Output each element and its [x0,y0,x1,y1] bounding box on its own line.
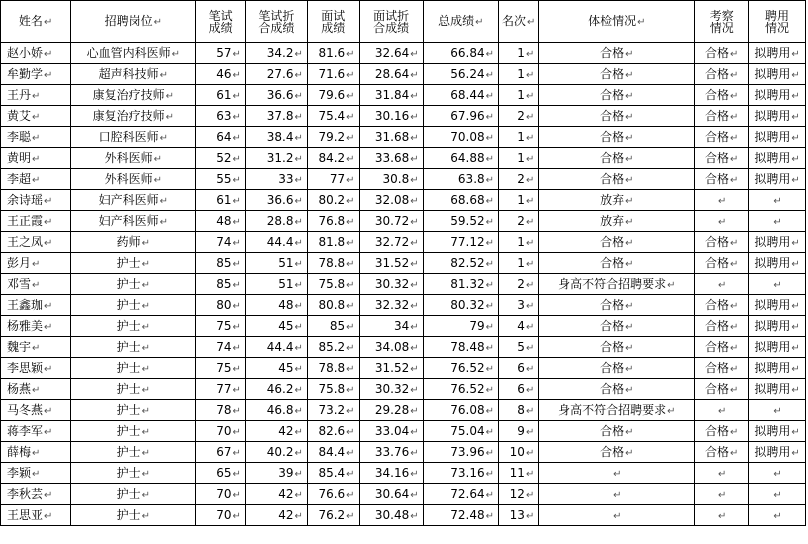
cell-total-score: 72.48↵ [423,505,498,526]
cell-inspection: ↵ [695,463,749,484]
cell-interview-score: 75.8↵ [307,274,359,295]
cell-position: 药师↵ [71,232,196,253]
cell-name: 李超↵ [1,169,71,190]
cell-name: 杨雅美↵ [1,316,71,337]
cell-inspection: 合格↵ [695,379,749,400]
table-row [1,43,806,64]
cell-position: 护士↵ [71,379,196,400]
cell-interview-score: 71.6↵ [307,64,359,85]
cell-medical-check: 合格↵ [539,64,695,85]
cell-inspection: 合格↵ [695,43,749,64]
cell-inspection: 合格↵ [695,295,749,316]
cell-interview-weighted: 33.68↵ [359,148,423,169]
cell-total-score: 68.68↵ [423,190,498,211]
cell-interview-score: 84.4↵ [307,442,359,463]
cell-rank: 1↵ [499,253,539,274]
cell-total-score: 80.32↵ [423,295,498,316]
cell-interview-weighted: 30.48↵ [359,505,423,526]
cell-interview-weighted: 34.08↵ [359,337,423,358]
cell-interview-weighted: 31.68↵ [359,127,423,148]
cell-medical-check: 合格↵ [539,295,695,316]
cell-rank: 6↵ [499,358,539,379]
cell-position: 心血管内科医师↵ [71,43,196,64]
cell-written-weighted: 48↵ [245,295,307,316]
cell-total-score: 76.52↵ [423,379,498,400]
cell-hiring: ↵ [749,190,806,211]
cell-medical-check: 放弃↵ [539,211,695,232]
cell-name: 邓雪↵ [1,274,71,295]
cell-inspection: 合格↵ [695,337,749,358]
cell-interview-score: 77↵ [307,169,359,190]
cell-written-score: 64↵ [196,127,246,148]
cell-medical-check: 合格↵ [539,379,695,400]
cell-written-weighted: 37.8↵ [245,106,307,127]
cell-medical-check: 身高不符合招聘要求↵ [539,400,695,421]
cell-position: 护士↵ [71,442,196,463]
cell-interview-score: 76.6↵ [307,484,359,505]
cell-written-score: 63↵ [196,106,246,127]
cell-total-score: 78.48↵ [423,337,498,358]
cell-interview-weighted: 32.08↵ [359,190,423,211]
cell-inspection: 合格↵ [695,316,749,337]
table-row [1,337,806,358]
cell-interview-weighted: 32.64↵ [359,43,423,64]
cell-medical-check: 合格↵ [539,253,695,274]
table-row [1,400,806,421]
cell-name: 李思颖↵ [1,358,71,379]
cell-position: 外科医师↵ [71,148,196,169]
table-row [1,274,806,295]
cell-inspection: 合格↵ [695,253,749,274]
cell-interview-score: 78.8↵ [307,253,359,274]
cell-interview-weighted: 31.52↵ [359,253,423,274]
cell-rank: 1↵ [499,85,539,106]
cell-written-weighted: 31.2↵ [245,148,307,169]
header-position: 招聘岗位↵ [71,1,196,43]
table-row [1,421,806,442]
cell-rank: 1↵ [499,148,539,169]
cell-total-score: 73.16↵ [423,463,498,484]
cell-interview-score: 80.2↵ [307,190,359,211]
cell-rank: 2↵ [499,106,539,127]
table-row [1,85,806,106]
cell-total-score: 75.04↵ [423,421,498,442]
cell-medical-check: ↵ [539,463,695,484]
cell-written-weighted: 33↵ [245,169,307,190]
cell-name: 王鑫珈↵ [1,295,71,316]
cell-position: 护士↵ [71,316,196,337]
cell-inspection: 合格↵ [695,85,749,106]
cell-written-score: 67↵ [196,442,246,463]
cell-total-score: 76.52↵ [423,358,498,379]
table-row [1,64,806,85]
cell-interview-weighted: 28.64↵ [359,64,423,85]
cell-hiring: ↵ [749,484,806,505]
cell-inspection: 合格↵ [695,442,749,463]
cell-name: 黄艾↵ [1,106,71,127]
cell-position: 护士↵ [71,421,196,442]
cell-interview-weighted: 30.72↵ [359,211,423,232]
cell-medical-check: 合格↵ [539,85,695,106]
cell-rank: 8↵ [499,400,539,421]
cell-written-score: 57↵ [196,43,246,64]
cell-name: 王正霞↵ [1,211,71,232]
cell-inspection: ↵ [695,190,749,211]
table-row [1,148,806,169]
cell-inspection: 合格↵ [695,64,749,85]
cell-written-weighted: 40.2↵ [245,442,307,463]
cell-rank: 1↵ [499,127,539,148]
cell-position: 护士↵ [71,463,196,484]
cell-interview-weighted: 30.64↵ [359,484,423,505]
cell-interview-score: 79.2↵ [307,127,359,148]
cell-rank: 1↵ [499,232,539,253]
cell-total-score: 66.84↵ [423,43,498,64]
cell-position: 护士↵ [71,400,196,421]
cell-position: 护士↵ [71,253,196,274]
cell-interview-weighted: 33.76↵ [359,442,423,463]
cell-written-score: 74↵ [196,337,246,358]
cell-inspection: ↵ [695,484,749,505]
cell-interview-weighted: 34.16↵ [359,463,423,484]
cell-total-score: 79↵ [423,316,498,337]
table-row [1,106,806,127]
cell-rank: 13↵ [499,505,539,526]
cell-written-weighted: 39↵ [245,463,307,484]
cell-interview-score: 75.4↵ [307,106,359,127]
cell-written-weighted: 46.2↵ [245,379,307,400]
cell-position: 护士↵ [71,337,196,358]
cell-rank: 10↵ [499,442,539,463]
cell-inspection: 合格↵ [695,421,749,442]
cell-written-weighted: 44.4↵ [245,337,307,358]
table-row [1,484,806,505]
table-row [1,358,806,379]
cell-hiring: 拟聘用↵ [749,43,806,64]
cell-written-score: 70↵ [196,421,246,442]
header-medical-check: 体检情况↵ [539,1,695,43]
cell-written-score: 46↵ [196,64,246,85]
cell-rank: 1↵ [499,43,539,64]
cell-written-score: 52↵ [196,148,246,169]
cell-interview-score: 80.8↵ [307,295,359,316]
cell-inspection: 合格↵ [695,148,749,169]
cell-inspection: 合格↵ [695,232,749,253]
cell-written-score: 74↵ [196,232,246,253]
cell-hiring: 拟聘用↵ [749,232,806,253]
cell-name: 黄明↵ [1,148,71,169]
cell-written-score: 61↵ [196,85,246,106]
cell-medical-check: ↵ [539,505,695,526]
cell-position: 口腔科医师↵ [71,127,196,148]
cell-medical-check: 合格↵ [539,358,695,379]
cell-written-weighted: 42↵ [245,421,307,442]
cell-interview-score: 75.8↵ [307,379,359,400]
cell-position: 护士↵ [71,505,196,526]
cell-name: 赵小娇↵ [1,43,71,64]
cell-inspection: 合格↵ [695,106,749,127]
cell-written-weighted: 46.8↵ [245,400,307,421]
cell-written-score: 85↵ [196,274,246,295]
header-inspection: 考察 情况 [695,1,749,43]
cell-interview-weighted: 29.28↵ [359,400,423,421]
cell-written-weighted: 38.4↵ [245,127,307,148]
cell-medical-check: 合格↵ [539,43,695,64]
cell-interview-score: 78.8↵ [307,358,359,379]
cell-name: 李秋芸↵ [1,484,71,505]
cell-hiring: 拟聘用↵ [749,316,806,337]
cell-name: 杨燕↵ [1,379,71,400]
cell-hiring: 拟聘用↵ [749,148,806,169]
table-row [1,505,806,526]
cell-total-score: 67.96↵ [423,106,498,127]
cell-interview-weighted: 32.72↵ [359,232,423,253]
cell-hiring: ↵ [749,211,806,232]
table-row [1,253,806,274]
cell-position: 护士↵ [71,295,196,316]
cell-interview-score: 85.4↵ [307,463,359,484]
cell-medical-check: 合格↵ [539,148,695,169]
cell-inspection: 合格↵ [695,169,749,190]
cell-written-score: 70↵ [196,484,246,505]
cell-rank: 12↵ [499,484,539,505]
cell-position: 护士↵ [71,484,196,505]
table-row [1,463,806,484]
cell-rank: 2↵ [499,274,539,295]
cell-hiring: ↵ [749,505,806,526]
cell-hiring: 拟聘用↵ [749,379,806,400]
cell-name: 薛梅↵ [1,442,71,463]
cell-written-score: 78↵ [196,400,246,421]
cell-medical-check: 放弃↵ [539,190,695,211]
cell-written-score: 61↵ [196,190,246,211]
cell-written-weighted: 36.6↵ [245,190,307,211]
header-row [1,1,806,43]
cell-written-weighted: 27.6↵ [245,64,307,85]
cell-position: 康复治疗技师↵ [71,85,196,106]
cell-interview-weighted: 31.84↵ [359,85,423,106]
cell-position: 妇产科医师↵ [71,211,196,232]
cell-inspection: ↵ [695,274,749,295]
cell-written-score: 75↵ [196,316,246,337]
table-row [1,211,806,232]
cell-total-score: 81.32↵ [423,274,498,295]
cell-inspection: ↵ [695,400,749,421]
table-row [1,127,806,148]
cell-hiring: ↵ [749,400,806,421]
cell-interview-weighted: 30.32↵ [359,379,423,400]
cell-inspection: ↵ [695,505,749,526]
cell-rank: 5↵ [499,337,539,358]
cell-total-score: 77.12↵ [423,232,498,253]
cell-interview-score: 76.2↵ [307,505,359,526]
cell-hiring: 拟聘用↵ [749,127,806,148]
cell-name: 李聪↵ [1,127,71,148]
cell-total-score: 72.64↵ [423,484,498,505]
cell-position: 外科医师↵ [71,169,196,190]
cell-hiring: 拟聘用↵ [749,253,806,274]
cell-rank: 11↵ [499,463,539,484]
cell-interview-weighted: 34↵ [359,316,423,337]
cell-rank: 6↵ [499,379,539,400]
cell-hiring: 拟聘用↵ [749,337,806,358]
cell-position: 康复治疗技师↵ [71,106,196,127]
cell-hiring: 拟聘用↵ [749,169,806,190]
cell-written-score: 80↵ [196,295,246,316]
cell-inspection: ↵ [695,211,749,232]
cell-hiring: 拟聘用↵ [749,64,806,85]
cell-interview-score: 73.2↵ [307,400,359,421]
header-interview-score: 面试 成绩 [307,1,359,43]
cell-written-score: 75↵ [196,358,246,379]
cell-position: 护士↵ [71,358,196,379]
cell-hiring: ↵ [749,463,806,484]
table-row [1,169,806,190]
cell-inspection: 合格↵ [695,127,749,148]
header-written-weighted: 笔试折 合成绩 [245,1,307,43]
cell-name: 王丹↵ [1,85,71,106]
cell-medical-check: 合格↵ [539,232,695,253]
cell-medical-check: 合格↵ [539,316,695,337]
table-row [1,232,806,253]
cell-total-score: 63.8↵ [423,169,498,190]
cell-interview-weighted: 30.16↵ [359,106,423,127]
cell-name: 蒋李军↵ [1,421,71,442]
table-row [1,190,806,211]
cell-total-score: 64.88↵ [423,148,498,169]
cell-rank: 3↵ [499,295,539,316]
cell-name: 王之凤↵ [1,232,71,253]
cell-hiring: 拟聘用↵ [749,106,806,127]
cell-written-weighted: 34.2↵ [245,43,307,64]
cell-written-score: 55↵ [196,169,246,190]
header-rank: 名次↵ [499,1,539,43]
cell-name: 魏宇↵ [1,337,71,358]
cell-name: 李颖↵ [1,463,71,484]
cell-rank: 1↵ [499,190,539,211]
cell-medical-check: 身高不符合招聘要求↵ [539,274,695,295]
header-total-score: 总成绩↵ [423,1,498,43]
cell-written-score: 85↵ [196,253,246,274]
cell-interview-score: 82.6↵ [307,421,359,442]
cell-hiring: 拟聘用↵ [749,85,806,106]
cell-rank: 9↵ [499,421,539,442]
cell-written-score: 70↵ [196,505,246,526]
cell-written-score: 65↵ [196,463,246,484]
table-row [1,442,806,463]
header-written-score: 笔试 成绩 [196,1,246,43]
cell-name: 马冬燕↵ [1,400,71,421]
cell-total-score: 76.08↵ [423,400,498,421]
cell-interview-score: 76.8↵ [307,211,359,232]
cell-total-score: 70.08↵ [423,127,498,148]
cell-name: 王思亚↵ [1,505,71,526]
cell-total-score: 59.52↵ [423,211,498,232]
cell-interview-score: 79.6↵ [307,85,359,106]
cell-hiring: 拟聘用↵ [749,442,806,463]
cell-name: 彭月↵ [1,253,71,274]
cell-interview-score: 81.8↵ [307,232,359,253]
cell-interview-weighted: 33.04↵ [359,421,423,442]
cell-hiring: 拟聘用↵ [749,295,806,316]
header-name: 姓名↵ [1,1,71,43]
cell-medical-check: 合格↵ [539,442,695,463]
cell-hiring: 拟聘用↵ [749,421,806,442]
cell-interview-score: 84.2↵ [307,148,359,169]
table-row [1,295,806,316]
cell-medical-check: 合格↵ [539,169,695,190]
cell-rank: 2↵ [499,211,539,232]
cell-total-score: 56.24↵ [423,64,498,85]
cell-medical-check: 合格↵ [539,421,695,442]
table-row [1,316,806,337]
cell-hiring: ↵ [749,274,806,295]
cell-position: 妇产科医师↵ [71,190,196,211]
cell-interview-score: 85.2↵ [307,337,359,358]
cell-written-weighted: 42↵ [245,484,307,505]
cell-written-weighted: 51↵ [245,274,307,295]
cell-inspection: 合格↵ [695,358,749,379]
header-interview-weighted: 面试折 合成绩 [359,1,423,43]
cell-written-weighted: 45↵ [245,358,307,379]
cell-total-score: 82.52↵ [423,253,498,274]
cell-rank: 4↵ [499,316,539,337]
table-row [1,379,806,400]
cell-position: 超声科技师↵ [71,64,196,85]
cell-written-score: 77↵ [196,379,246,400]
cell-written-weighted: 42↵ [245,505,307,526]
cell-written-score: 48↵ [196,211,246,232]
cell-medical-check: ↵ [539,484,695,505]
header-hiring: 聘用 情况 [749,1,806,43]
cell-interview-weighted: 31.52↵ [359,358,423,379]
cell-total-score: 73.96↵ [423,442,498,463]
cell-position: 护士↵ [71,274,196,295]
cell-interview-weighted: 32.32↵ [359,295,423,316]
cell-medical-check: 合格↵ [539,127,695,148]
cell-written-weighted: 36.6↵ [245,85,307,106]
cell-written-weighted: 44.4↵ [245,232,307,253]
cell-name: 余诗瑶↵ [1,190,71,211]
cell-medical-check: 合格↵ [539,337,695,358]
cell-interview-score: 85↵ [307,316,359,337]
cell-interview-score: 81.6↵ [307,43,359,64]
cell-rank: 2↵ [499,169,539,190]
table-body [1,43,806,526]
cell-written-weighted: 45↵ [245,316,307,337]
cell-written-weighted: 28.8↵ [245,211,307,232]
cell-medical-check: 合格↵ [539,106,695,127]
cell-interview-weighted: 30.32↵ [359,274,423,295]
cell-rank: 1↵ [499,64,539,85]
cell-name: 牟勤学↵ [1,64,71,85]
cell-interview-weighted: 30.8↵ [359,169,423,190]
cell-total-score: 68.44↵ [423,85,498,106]
cell-hiring: 拟聘用↵ [749,358,806,379]
cell-written-weighted: 51↵ [245,253,307,274]
